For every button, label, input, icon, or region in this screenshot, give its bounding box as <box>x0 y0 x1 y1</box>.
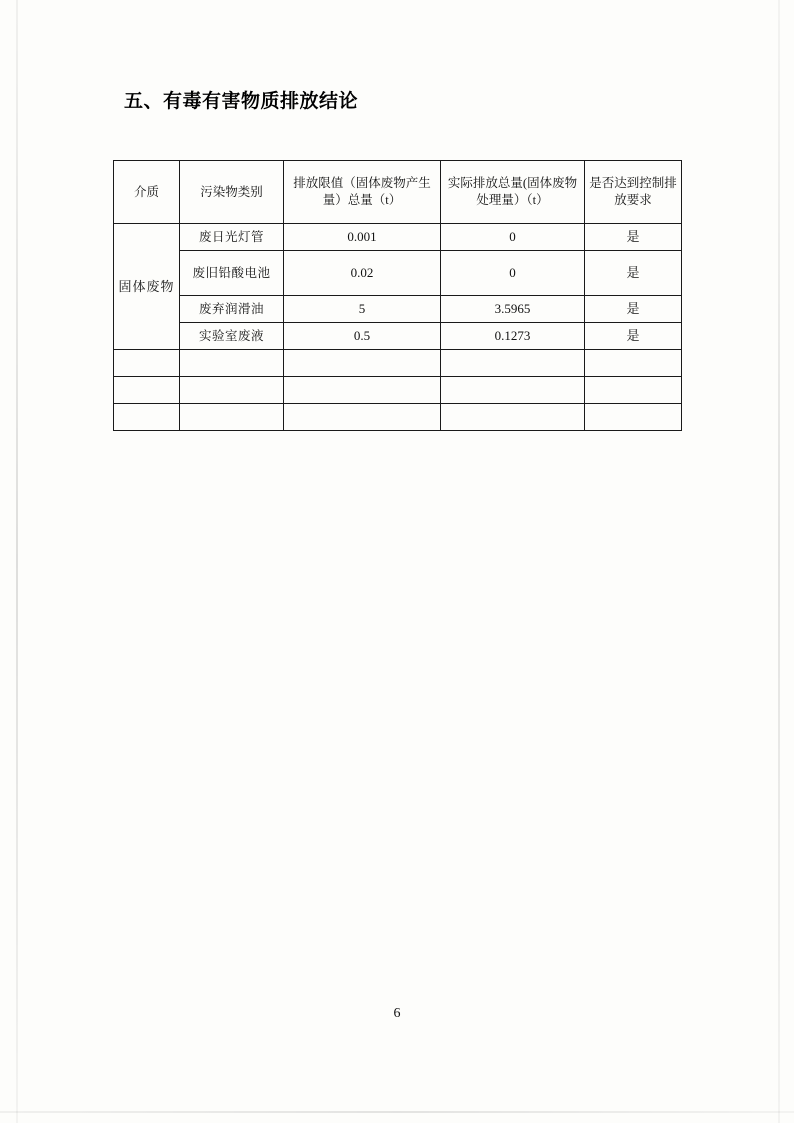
cell-actual: 0 <box>441 251 585 296</box>
cell-limit <box>284 350 441 377</box>
section-heading: 五、有毒有害物质排放结论 <box>124 90 359 112</box>
table-row <box>114 377 682 404</box>
cell-limit: 0.5 <box>284 323 441 350</box>
column-header-emission-limit: 排放限值（固体废物产生量）总量（t） <box>284 161 441 224</box>
cell-category: 废旧铅酸电池 <box>180 251 284 296</box>
column-header-actual-emission: 实际排放总量(固体废物处理量）（t） <box>441 161 585 224</box>
cell-actual <box>441 404 585 431</box>
column-header-meets-requirement: 是否达到控制排放要求 <box>585 161 682 224</box>
cell-actual: 0 <box>441 224 585 251</box>
table-header-row <box>114 161 682 224</box>
cell-medium <box>114 350 180 377</box>
cell-limit <box>284 404 441 431</box>
cell-medium <box>114 377 180 404</box>
table-row <box>114 296 682 323</box>
cell-limit: 0.02 <box>284 251 441 296</box>
medium-label-cell: 固体废物 <box>114 224 180 350</box>
cell-limit: 5 <box>284 296 441 323</box>
cell-meet <box>585 404 682 431</box>
table-row <box>114 350 682 377</box>
cell-meet: 是 <box>585 323 682 350</box>
cell-meet: 是 <box>585 224 682 251</box>
cell-actual <box>441 377 585 404</box>
table-row <box>114 323 682 350</box>
cell-limit <box>284 377 441 404</box>
cell-category <box>180 350 284 377</box>
table-row <box>114 404 682 431</box>
cell-category <box>180 377 284 404</box>
scan-edge-bottom <box>0 1111 794 1113</box>
cell-actual: 3.5965 <box>441 296 585 323</box>
column-header-medium: 介质 <box>114 161 180 224</box>
cell-limit: 0.001 <box>284 224 441 251</box>
cell-category: 废日光灯管 <box>180 224 284 251</box>
cell-meet <box>585 377 682 404</box>
cell-category <box>180 404 284 431</box>
column-header-pollutant-category: 污染物类别 <box>180 161 284 224</box>
cell-meet: 是 <box>585 296 682 323</box>
cell-meet: 是 <box>585 251 682 296</box>
scan-edge-right <box>778 0 780 1123</box>
cell-category: 废弃润滑油 <box>180 296 284 323</box>
cell-meet <box>585 350 682 377</box>
page-number: 6 <box>393 1006 401 1021</box>
cell-actual: 0.1273 <box>441 323 585 350</box>
table-row <box>114 251 682 296</box>
cell-category: 实验室废液 <box>180 323 284 350</box>
cell-actual <box>441 350 585 377</box>
table-row <box>114 224 682 251</box>
scan-edge-left <box>16 0 18 1123</box>
cell-medium <box>114 404 180 431</box>
emission-conclusion-table <box>113 160 682 431</box>
